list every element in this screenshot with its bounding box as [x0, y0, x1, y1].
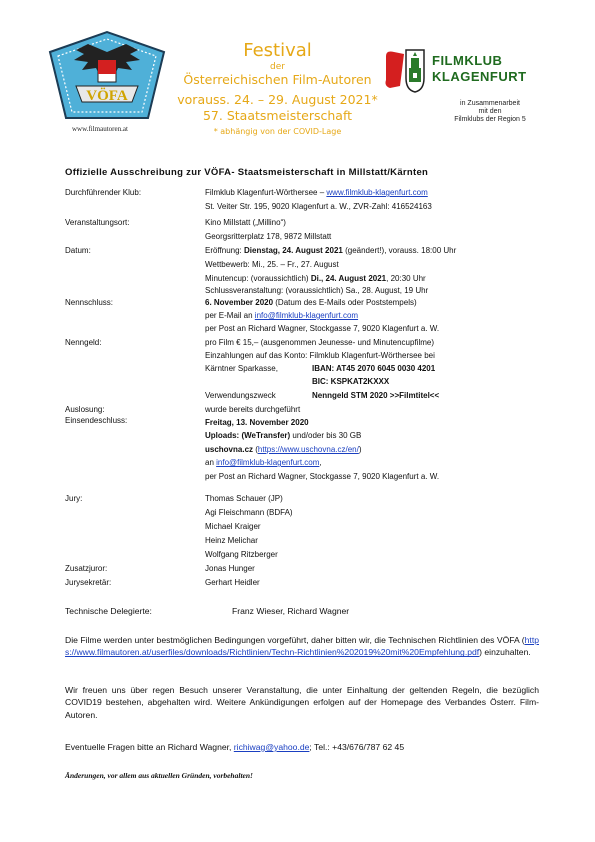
send-upload-bold: Uploads: (WeTransfer): [205, 431, 291, 440]
club-address: St. Veiter Str. 195, 9020 Klagenfurt a. W., ZVR-Zahl: 416524163: [205, 202, 432, 211]
fee-bic: BIC: KSPKAT2KXXX: [312, 377, 390, 386]
jury-member: Thomas Schauer (JP): [205, 494, 283, 503]
jury-member: Michael Kraiger: [205, 522, 261, 531]
send-upload-rest: und/oder bis 30 GB: [290, 431, 362, 440]
extra-juror-value: Jonas Hunger: [205, 564, 255, 573]
jury-member: Heinz Melichar: [205, 536, 258, 545]
p1-text: Die Filme werden unter bestmöglichen Bedingungen vorgeführt, daher bitten wir, die Technischen Richtlinien des VÖFA (: [65, 635, 525, 645]
extra-juror-label: Zusatzjuror:: [65, 564, 108, 573]
closing-date-note: (Datum des E-Mails oder Poststempels): [273, 298, 417, 307]
date-opening-a: Eröffnung:: [205, 246, 244, 255]
send-email-post: ,: [319, 458, 322, 467]
send-uschovna-name: uschovna.cz: [205, 445, 254, 454]
jury-secretary-label: Jurysekretär:: [65, 578, 112, 587]
p3-phone: ; Tel.: +43/676/787 62 45: [309, 742, 405, 752]
festival-oe: Österreichischen Film-Autoren: [183, 72, 372, 87]
festival-sm: 57. Staatsmeisterschaft: [202, 108, 353, 123]
p3-email-link[interactable]: richiwag@yahoo.de: [233, 742, 310, 752]
send-email-link[interactable]: info@filmklub-klagenfurt.com: [216, 458, 320, 467]
paragraph-visit: Wir freuen uns über regen Besuch unserer Veranstaltung, die unter Einhaltung der geltenden Regeln, die bezüglich COVID19 bestehen, abgehalten wird. Weitere Ankündigungen erfolgen auf der Homepage des Verbandes Österr. Film-Autoren.: [65, 685, 539, 720]
document-heading: Offizielle Ausschreibung zur VÖFA- Staatsmeisterschaft in Millstatt/Kärnten: [65, 167, 429, 178]
date-minutecup-a: Minutencup: (voraussichtlich): [205, 274, 311, 283]
send-uschovna: [205, 445, 362, 456]
vofa-logo: [48, 30, 166, 130]
fee-account: Einzahlungen auf das Konto: Filmklub Klagenfurt-Wörthersee bei: [205, 351, 435, 360]
filmklub-logo: [380, 46, 435, 94]
send-uschovna-close: ): [358, 445, 362, 454]
date-opening: [205, 246, 456, 257]
fee-bank: Kärntner Sparkasse,: [205, 364, 278, 373]
closing-post: per Post an Richard Wagner, Stockgasse 7, 9020 Klagenfurt a. W.: [205, 324, 440, 333]
send-deadline: Freitag, 13. November 2020: [205, 418, 309, 427]
festival-covid-note: * abhängig von der COVID-Lage: [213, 127, 342, 136]
club-label: Durchführender Klub:: [65, 188, 142, 197]
closing-date: [205, 298, 417, 309]
fee-amount: pro Film € 15,– (ausgenommen Jeunesse- und Minutencupfilme): [205, 338, 435, 347]
footer-note: Änderungen, vor allem aus aktuellen Gründen, vorbehalten!: [65, 771, 253, 780]
website-text: www.filmautoren.at: [72, 125, 128, 133]
jury-label: Jury:: [65, 494, 83, 503]
svg-text:VÖFA: VÖFA: [86, 88, 128, 104]
fee-purpose-value: Nenngeld STM 2020 >>Filmtitel<<: [312, 391, 440, 400]
closing-email: [205, 311, 358, 322]
send-uschovna-link[interactable]: https://www.uschovna.cz/en/: [257, 445, 359, 454]
festival-title: Festival: [243, 40, 312, 61]
p3-text: Eventuelle Fragen bitte an Richard Wagner,: [65, 742, 234, 752]
date-minutecup-c: , 20:30 Uhr: [386, 274, 426, 283]
fee-purpose-label: Verwendungszweck: [205, 391, 276, 400]
filmklub-name-2: KLAGENFURT: [432, 69, 527, 84]
closing-email-pre: per E-Mail an: [205, 311, 255, 320]
club-name: Filmklub Klagenfurt-Wörthersee –: [205, 188, 327, 197]
venue-label: Veranstaltungsort:: [65, 218, 130, 227]
tech-label: Technische Delegierte:: [65, 606, 152, 616]
jury-member: Agi Fleischmann (BDFA): [205, 508, 293, 517]
date-minutecup: [205, 274, 426, 285]
tech-value: Franz Wieser, Richard Wagner: [232, 606, 350, 616]
club-value: [205, 188, 428, 199]
fee-label: Nenngeld:: [65, 338, 102, 347]
cooperation-note: [425, 100, 555, 124]
closing-date-bold: 6. November 2020: [205, 298, 274, 307]
venue-name: Kino Millstatt („Millino“): [205, 218, 286, 227]
date-opening-c: (geändert!), vorauss. 18:00 Uhr: [342, 246, 457, 255]
jury-member: Wolfgang Ritzberger: [205, 550, 278, 559]
jury-secretary-value: Gerhart Heidler: [205, 578, 260, 587]
date-label: Datum:: [65, 246, 91, 255]
send-email-pre: an: [205, 458, 217, 467]
closing-label: Nennschluss:: [65, 298, 114, 307]
date-opening-b: Dienstag, 24. August 2021: [244, 246, 343, 255]
fee-iban: IBAN: AT45 2070 6045 0030 4201: [312, 364, 436, 373]
send-email: [205, 458, 322, 469]
p1-end: ) einzuhalten.: [479, 647, 531, 658]
festival-dates: vorauss. 24. – 29. August 2021*: [177, 92, 378, 107]
draw-value: wurde bereits durchgeführt: [205, 405, 301, 414]
draw-label: Auslosung:: [65, 405, 105, 414]
club-link[interactable]: www.filmklub-klagenfurt.com: [326, 188, 428, 197]
closing-email-link[interactable]: info@filmklub-klagenfurt.com: [254, 311, 359, 320]
send-uschovna-open: (: [253, 445, 258, 454]
coop-line-1: in Zusammenarbeit: [460, 100, 520, 107]
date-closing-event: Schlussveranstaltung: (voraussichtlich) Sa., 28. August, 19 Uhr: [205, 286, 429, 295]
date-minutecup-b: Di., 24. August 2021: [310, 274, 387, 283]
send-post: per Post an Richard Wagner, Stockgasse 7, 9020 Klagenfurt a. W.: [205, 472, 440, 481]
coop-line-2: mit den: [478, 108, 502, 115]
date-competition: Wettbewerb: Mi., 25. – Fr., 27. August: [205, 260, 339, 269]
paragraph-technical: [65, 634, 539, 659]
festival-der: der: [270, 62, 285, 72]
send-upload: [205, 431, 361, 442]
p1-link[interactable]: https://www.filmautoren.at/userfiles/downloads/Richtlinien/Techn-Richtlinien%202019%20mit%20Empfehlung.pdf: [65, 635, 539, 658]
coop-line-3: Filmklubs der Region 5: [454, 116, 526, 123]
send-label: Einsendeschluss:: [65, 416, 128, 425]
paragraph-contact: [65, 741, 539, 753]
filmklub-name-1: FILMKLUB: [432, 53, 503, 68]
venue-address: Georgsritterplatz 178, 9872 Millstatt: [205, 232, 332, 241]
